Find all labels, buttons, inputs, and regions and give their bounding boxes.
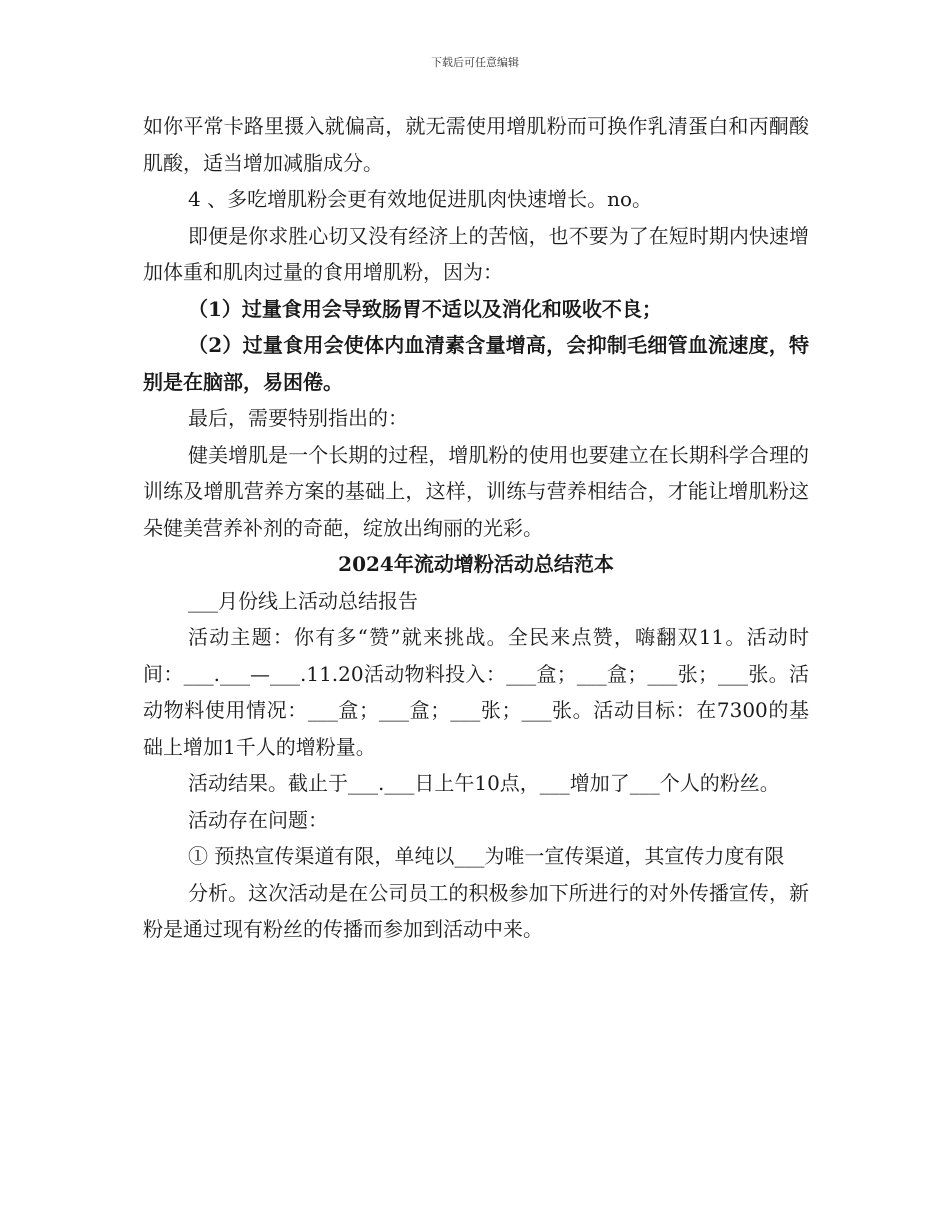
paragraph-calorie-advice: 如你平常卡路里摄入就偏高，就无需使用增肌粉而可换作乳清蛋白和丙酮酸肌酸，适当增加减脂成分。 [143, 114, 809, 175]
paragraph-activity-result: 活动结果。截止于___.___日上午10点，___增加了___个人的粉丝。 [188, 771, 780, 795]
paragraph-analysis: 分析。这次活动是在公司员工的积极参加下所进行的对外传播宣传，新粉是通过现有粉丝的传播而参加到活动中来。 [143, 880, 809, 941]
page-header-note: 下载后可任意编辑 [431, 56, 519, 69]
document-body [143, 108, 809, 948]
section-title: 2024年流动增粉活动总结范本 [338, 552, 614, 576]
paragraph-issues-heading: 活动存在问题： [188, 807, 328, 832]
paragraph-activity-details: 活动主题：你有多“赞”就来挑战。全民来点赞，嗨翻双11。活动时间：___.___—___.11.20活动物料投入：___盒；___盒；___张；___张。活动物料使用情况：___盒；___盒；___张；___张。活动目标：在7300的基础上增加1千人的增粉量。 [143, 625, 809, 759]
paragraph-point-4: 4 、多吃增肌粉会更有效地促进肌肉快速增长。no。 [188, 187, 653, 211]
paragraph-issue-1: ① 预热宣传渠道有限，单纯以___为唯一宣传渠道，其宣传力度有限 [188, 844, 785, 868]
paragraph-report-subtitle: ___月份线上活动总结报告 [188, 588, 418, 613]
paragraph-conclusion: 健美增肌是一个长期的过程，增肌粉的使用也要建立在长期科学合理的训练及增肌营养方案的基础上，这样，训练与营养相结合，才能让增肌粉这朵健美营养补剂的奇葩，绽放出绚丽的光彩。 [143, 442, 809, 540]
paragraph-reason-2: （2）过量食用会使体内血清素含量增高，会抑制毛细管血流速度，特别是在脑部，易困倦。 [143, 333, 809, 394]
paragraph-finally: 最后，需要特别指出的： [188, 406, 408, 430]
paragraph-reason-1: （1）过量食用会导致肠胃不适以及消化和吸收不良； [188, 296, 662, 321]
paragraph-overdose-warning: 即便是你求胜心切又没有经济上的苦恼，也不要为了在短时期内快速增加体重和肌肉过量的食用增肌粉，因为： [143, 223, 809, 284]
